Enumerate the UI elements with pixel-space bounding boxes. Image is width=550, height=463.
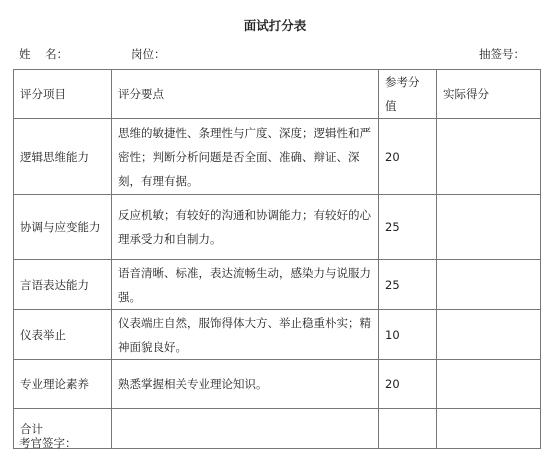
total-points: [112, 409, 379, 449]
row-actual-score[interactable]: [437, 260, 541, 310]
table-row: [14, 195, 541, 260]
row-actual-score[interactable]: [437, 119, 541, 195]
row-points: 思维的敏捷性、条理性与广度、深度；逻辑性和严密性；判断分析问题是否全面、准确、辩证、深刻，有理有据。: [112, 119, 379, 195]
total-actual-score[interactable]: [437, 409, 541, 449]
row-actual-score[interactable]: [437, 310, 541, 360]
row-actual-score[interactable]: [437, 195, 541, 260]
examiner-signature-label: 考官签字：: [19, 436, 77, 450]
row-item: 协调与应变能力: [14, 195, 112, 260]
draw-number-label: 抽签号：: [479, 47, 525, 61]
candidate-name-label: 姓 名：: [19, 47, 69, 61]
header-points: 评分要点: [112, 70, 379, 119]
row-reference-score: 20: [379, 119, 437, 195]
row-points: 语音清晰、标准，表达流畅生动，感染力与说服力强。: [112, 260, 379, 310]
row-reference-score: 25: [379, 195, 437, 260]
table-row: [14, 310, 541, 360]
row-item: 逻辑思维能力: [14, 119, 112, 195]
row-actual-score[interactable]: [437, 360, 541, 409]
total-reference-score: [379, 409, 437, 449]
header-item: 评分项目: [14, 70, 112, 119]
form-title: 面试打分表: [243, 18, 307, 33]
row-reference-score: 20: [379, 360, 437, 409]
row-item: 言语表达能力: [14, 260, 112, 310]
row-item: 仪表举止: [14, 310, 112, 360]
row-reference-score: 25: [379, 260, 437, 310]
table-header-row: [14, 70, 541, 119]
row-points: 反应机敏；有较好的沟通和协调能力；有较好的心理承受力和自制力。: [112, 195, 379, 260]
row-points: 熟悉掌握相关专业理论知识。: [112, 360, 379, 409]
total-label: 合计: [14, 409, 112, 449]
row-item: 专业理论素养: [14, 360, 112, 409]
table-row: [14, 119, 541, 195]
position-label: 岗位：: [131, 47, 166, 61]
header-actual-score: 实际得分: [437, 70, 541, 119]
table-row: [14, 260, 541, 310]
table-row: [14, 360, 541, 409]
header-reference-score: 参考分值: [379, 70, 437, 119]
row-points: 仪表端庄自然，服饰得体大方、举止稳重朴实；精神面貌良好。: [112, 310, 379, 360]
total-row: [14, 409, 541, 449]
scoring-table: [13, 69, 541, 449]
row-reference-score: 10: [379, 310, 437, 360]
